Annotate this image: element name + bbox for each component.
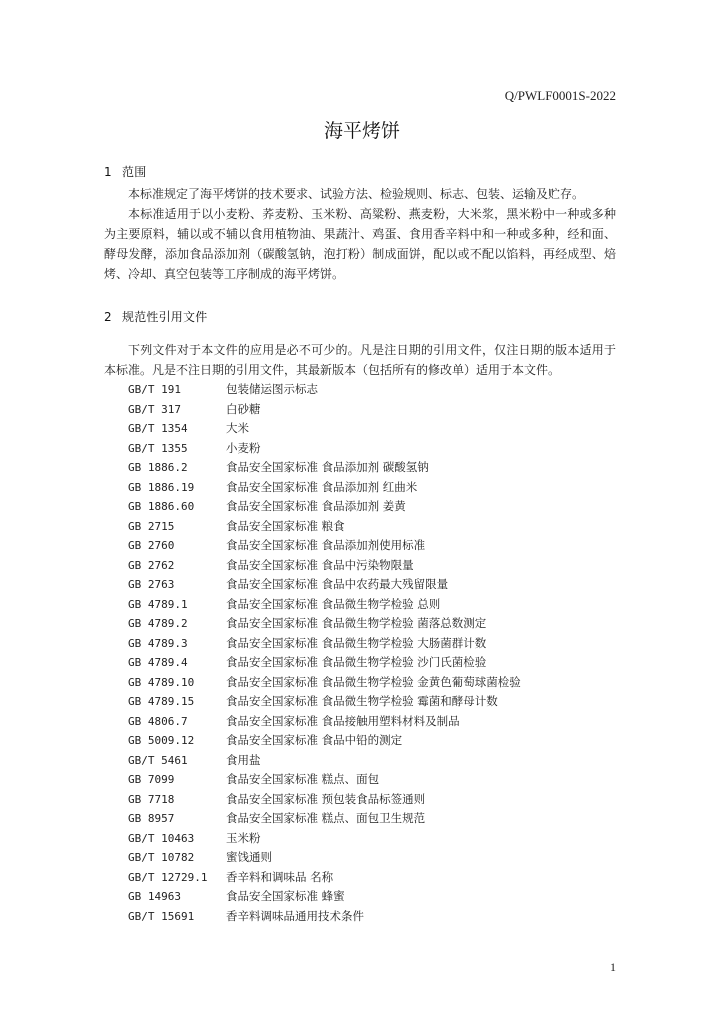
- reference-item: [128, 536, 521, 556]
- section-2-heading: [104, 308, 207, 325]
- reference-title: 食品安全国家标准 食品中铅的测定: [226, 733, 403, 747]
- reference-code: GB 2762: [128, 558, 175, 572]
- reference-list: [128, 380, 521, 926]
- reference-code: GB 4789.1: [128, 597, 188, 611]
- reference-title: 小麦粉: [226, 440, 261, 455]
- section-2-body: [104, 340, 616, 380]
- reference-item: [128, 868, 521, 888]
- reference-code: GB 5009.12: [128, 734, 195, 747]
- reference-code: GB/T 10463: [128, 831, 195, 845]
- reference-item: [128, 517, 521, 537]
- reference-item: [128, 809, 521, 829]
- reference-title: 食品安全国家标准 食品添加剂使用标准: [226, 538, 426, 552]
- reference-item: [128, 478, 521, 498]
- document-title: 海平烤饼: [323, 120, 400, 142]
- reference-title: 食品安全国家标准 食品微生物学检验 沙门氏菌检验: [226, 655, 487, 669]
- reference-code: GB/T 5461: [128, 753, 188, 767]
- reference-title: 包装储运图示标志: [226, 382, 318, 396]
- reference-code: GB/T 317: [128, 402, 181, 416]
- reference-code: GB 4789.10: [128, 675, 195, 689]
- reference-code: GB 4789.15: [128, 695, 195, 708]
- reference-code: GB 7099: [128, 773, 175, 786]
- reference-item: [128, 712, 521, 732]
- scope-paragraph-2: 本标准适用于以小麦粉、荞麦粉、玉米粉、高粱粉、燕麦粉，大米浆，黑米粉中一种或多种为主要原料，辅以或不辅以食用植物油、果蔬汁、鸡蛋、食用香辛料中和一种或多种，经和面、酵母发酵，添加食品添加剂（碳酸氢钠，泡打粉）制成面饼，配以或不配以馅料，再经成型、焙烤、冷却、真空包装等工序制成的海平烤饼。: [104, 207, 616, 281]
- reference-title: 白砂糖: [226, 401, 261, 416]
- section-1-body: [104, 184, 616, 284]
- reference-title: 香辛料调味品通用技术条件: [226, 908, 364, 923]
- reference-title: 食品安全国家标准 蜂蜜: [226, 889, 345, 903]
- reference-title: 食品安全国家标准 食品接触用塑料材料及制品: [226, 713, 460, 728]
- reference-item: [128, 634, 521, 654]
- reference-code: GB/T 15691: [128, 909, 195, 923]
- reference-code: GB 1886.2: [128, 461, 188, 474]
- reference-code: GB/T 12729.1: [128, 870, 208, 884]
- reference-item: [128, 770, 521, 790]
- reference-title: 食品安全国家标准 糕点、面包: [226, 772, 380, 786]
- reference-title: 食品安全国家标准 食品微生物学检验 总则: [226, 596, 441, 611]
- reference-item: [128, 673, 521, 693]
- reference-title: 大米: [226, 421, 249, 435]
- section-2-title: 规范性引用文件: [122, 310, 208, 324]
- reference-title: 食用盐: [226, 752, 261, 767]
- reference-title: 食品安全国家标准 粮食: [226, 518, 345, 533]
- reference-item: [128, 458, 521, 478]
- reference-item: [128, 907, 521, 927]
- reference-item: [128, 439, 521, 459]
- standard-code: Q/PWLF0001S-2022: [504, 88, 616, 103]
- reference-item: [128, 497, 521, 517]
- reference-code: GB/T 191: [128, 383, 181, 396]
- reference-item: [128, 419, 521, 439]
- reference-item: [128, 887, 521, 907]
- reference-item: [128, 692, 521, 712]
- reference-item: [128, 790, 521, 810]
- section-1-number: 1: [104, 165, 112, 179]
- reference-item: [128, 380, 521, 400]
- reference-code: GB 1886.60: [128, 500, 195, 513]
- section-1-heading: [104, 163, 146, 180]
- reference-code: GB 2763: [128, 578, 175, 591]
- reference-title: 食品安全国家标准 食品中污染物限量: [226, 557, 414, 572]
- page-number: 1: [610, 960, 616, 974]
- reference-title: 食品安全国家标准 预包装食品标签通则: [226, 791, 426, 806]
- reference-title: 食品安全国家标准 食品微生物学检验 菌落总数测定: [226, 616, 487, 630]
- references-intro-paragraph: 下列文件对于本文件的应用是必不可少的。凡是注日期的引用文件，仅注日期的版本适用于本标准。凡是不注日期的引用文件，其最新版本（包括所有的修改单）适用于本文件。: [104, 343, 616, 377]
- reference-title: 食品安全国家标准 食品微生物学检验 金黄色葡萄球菌检验: [226, 674, 521, 689]
- reference-title: 香辛料和调味品 名称: [226, 869, 334, 884]
- reference-code: GB 14963: [128, 890, 181, 903]
- reference-item: [128, 575, 521, 595]
- reference-title: 食品安全国家标准 食品添加剂 碳酸氢钠: [226, 460, 429, 474]
- reference-code: GB 7718: [128, 792, 175, 806]
- reference-code: GB 4789.3: [128, 636, 188, 650]
- reference-code: GB 8957: [128, 812, 175, 825]
- reference-title: 食品安全国家标准 食品添加剂 红曲米: [226, 479, 418, 494]
- reference-title: 食品安全国家标准 食品微生物学检验 大肠菌群计数: [226, 635, 487, 650]
- reference-code: GB 2760: [128, 539, 175, 552]
- reference-code: GB 4806.7: [128, 714, 188, 728]
- reference-code: GB/T 1354: [128, 422, 188, 435]
- reference-code: GB 4789.2: [128, 617, 188, 630]
- reference-title: 食品安全国家标准 食品中农药最大残留限量: [226, 577, 449, 591]
- reference-item: [128, 751, 521, 771]
- reference-title: 食品安全国家标准 食品添加剂 姜黄: [226, 499, 406, 513]
- reference-code: GB/T 1355: [128, 441, 188, 455]
- reference-item: [128, 829, 521, 849]
- section-2-number: 2: [104, 310, 112, 324]
- reference-item: [128, 653, 521, 673]
- reference-item: [128, 731, 521, 751]
- scope-paragraph-1: 本标准规定了海平烤饼的技术要求、试验方法、检验规则、标志、包装、运输及贮存。: [128, 187, 585, 201]
- section-1-title: 范围: [122, 165, 147, 179]
- reference-title: 玉米粉: [226, 830, 261, 845]
- reference-title: 食品安全国家标准 食品微生物学检验 霉菌和酵母计数: [226, 694, 498, 708]
- reference-item: [128, 614, 521, 634]
- reference-code: GB 1886.19: [128, 480, 195, 494]
- reference-code: GB 4789.4: [128, 656, 188, 669]
- reference-code: GB/T 10782: [128, 851, 195, 864]
- reference-item: [128, 556, 521, 576]
- reference-item: [128, 848, 521, 868]
- reference-item: [128, 595, 521, 615]
- reference-item: [128, 400, 521, 420]
- reference-title: 蜜饯通则: [226, 850, 272, 864]
- reference-title: 食品安全国家标准 糕点、面包卫生规范: [226, 811, 426, 825]
- reference-code: GB 2715: [128, 519, 175, 533]
